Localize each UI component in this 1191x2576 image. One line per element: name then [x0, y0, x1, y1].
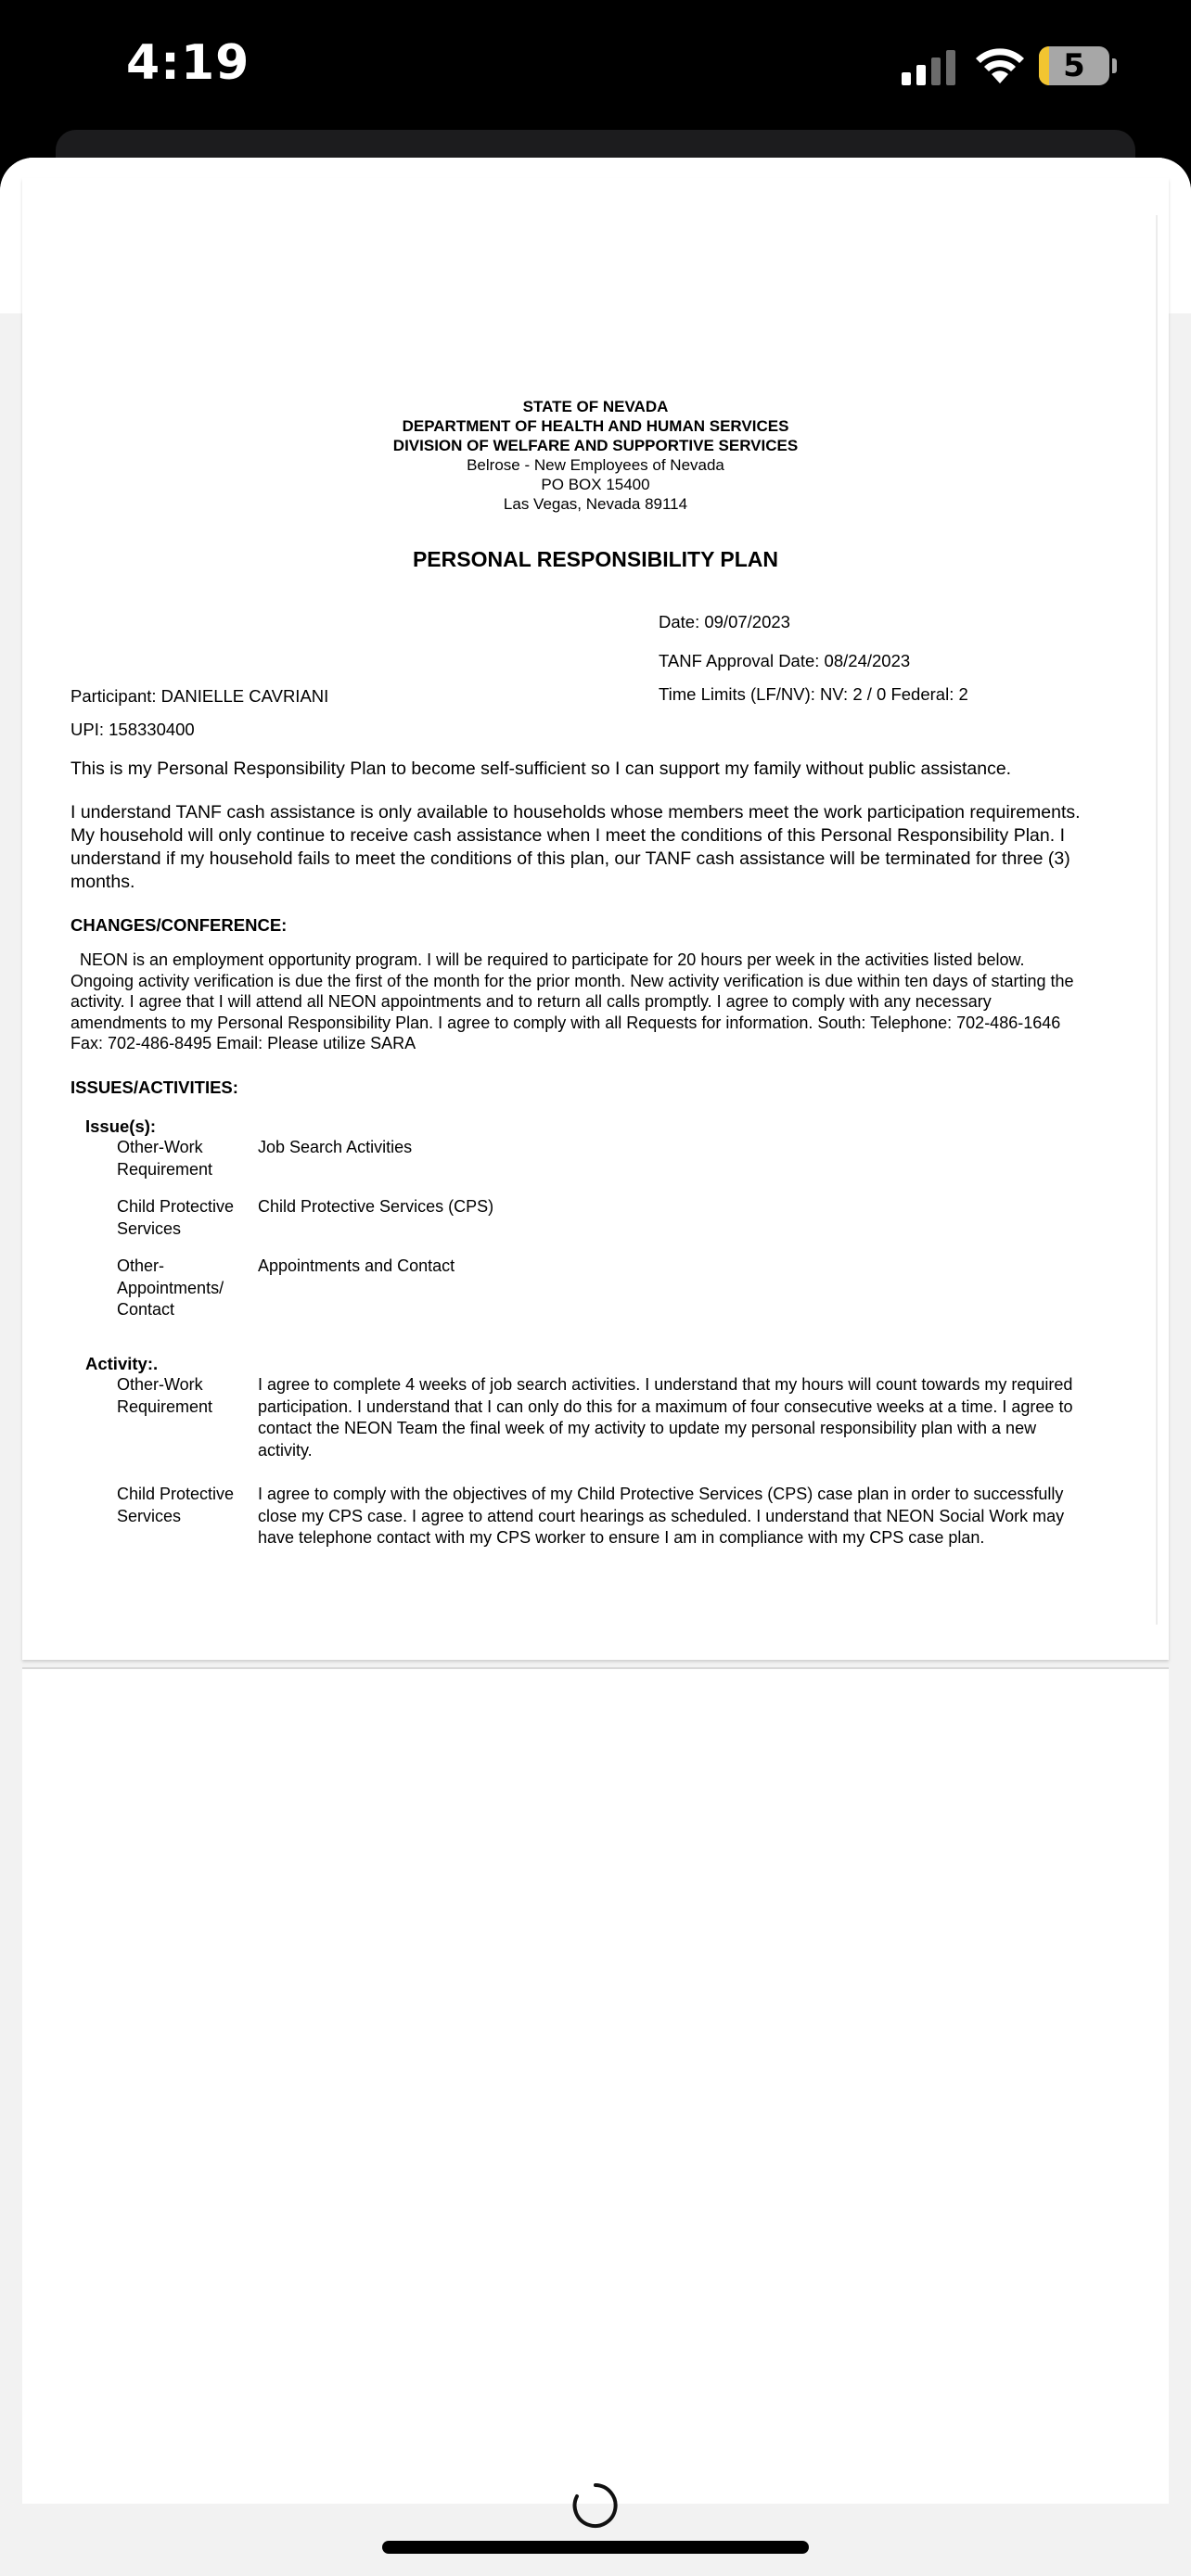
- changes-paragraph: NEON is an employment opportunity program. I will be required to participate for 20 hours per week in the activities listed below. Ongoing activity verification is due the first of the month for the prior month. New activity verification is due within ten days of starting the activity. I agree that I will attend all NEON appointments and to return all calls promptly. I agree to comply with any necessary amendments to my Personal Responsibility Plan. I agree to comply with all Requests for information. South: Telephone: 702-486-1646 Fax: 702-486-8495 Email: Please utilize SARA: [70, 950, 1074, 1052]
- issues-heading: ISSUES/ACTIVITIES:: [70, 1078, 238, 1097]
- activity-item-label: Other-Work Requirement: [117, 1375, 213, 1416]
- status-time: 4:19: [126, 35, 250, 91]
- issues-label: Issue(s):: [85, 1116, 157, 1136]
- cellular-signal-icon: [902, 48, 957, 85]
- activity-label: Activity:.: [85, 1354, 159, 1373]
- loading-spinner-icon: [568, 2478, 623, 2533]
- activity-item-text: I agree to comply with the objectives of my Child Protective Services (CPS) case plan in order to successfully close my CPS case. I agree to attend court hearings as scheduled. I understand that NEON Social Work may have telephone contact with my CPS worker to ensure I am in compliance with my CPS case plan.: [258, 1485, 1065, 1547]
- battery-cap: [1112, 58, 1117, 73]
- issue-text: Child Protective Services (CPS): [258, 1197, 494, 1216]
- issue-label: Other-Appointments/ Contact: [117, 1256, 224, 1319]
- participant-name: Participant: DANIELLE CAVRIANI: [70, 686, 329, 706]
- participant-upi: UPI: 158330400: [70, 720, 195, 739]
- issue-label: Child Protective Services: [117, 1197, 235, 1238]
- status-bar: [0, 0, 1191, 139]
- plan-date: Date: 09/07/2023: [659, 612, 790, 631]
- header-department: DEPARTMENT OF HEALTH AND HUMAN SERVICES: [402, 417, 789, 435]
- header-office: Belrose - New Employees of Nevada: [467, 456, 724, 474]
- battery-indicator: [1039, 46, 1109, 85]
- activity-item-text: I agree to complete 4 weeks of job search activities. I understand that my hours will count towards my required participation. I understand that I can only do this for a maximum of four consecutive weeks at a time. I agree to contact the NEON Team the final week of my activity to update my personal responsibility plan with a new activity.: [258, 1375, 1073, 1460]
- issue-label: Other-Work Requirement: [117, 1138, 213, 1179]
- agency-header: [0, 397, 1191, 514]
- tanf-approval-date: TANF Approval Date: 08/24/2023: [659, 651, 911, 670]
- issue-text: Appointments and Contact: [258, 1256, 455, 1275]
- activity-item-label: Child Protective Services: [117, 1485, 235, 1525]
- intro-paragraph: This is my Personal Responsibility Plan to become self-sufficient so I can support my family without public assistance.: [70, 759, 1012, 779]
- issue-text: Job Search Activities: [258, 1138, 413, 1156]
- home-indicator[interactable]: [382, 2541, 809, 2554]
- header-city: Las Vegas, Nevada 89114: [503, 495, 688, 513]
- pdf-page-2[interactable]: [22, 1667, 1169, 2504]
- wifi-icon: [974, 45, 1026, 85]
- battery-level: 5: [1063, 47, 1085, 84]
- changes-heading: CHANGES/CONFERENCE:: [70, 915, 288, 935]
- battery-charge-fill: [1039, 46, 1049, 85]
- tanf-paragraph: I understand TANF cash assistance is only available to households whose members meet the work participation requirements. My household will only continue to receive cash assistance when I meet the conditions of this Personal Responsibility Plan. I understand if my household fails to meet the conditions of this plan, our TANF cash assistance will be terminated for three (3) months.: [70, 802, 1081, 892]
- header-state: STATE OF NEVADA: [522, 398, 669, 415]
- header-po-box: PO BOX 15400: [541, 476, 650, 493]
- time-limits: Time Limits (LF/NV): NV: 2 / 0 Federal: 2: [659, 684, 968, 704]
- header-division: DIVISION OF WELFARE AND SUPPORTIVE SERVICES: [392, 437, 799, 454]
- plan-title: PERSONAL RESPONSIBILITY PLAN: [412, 547, 779, 571]
